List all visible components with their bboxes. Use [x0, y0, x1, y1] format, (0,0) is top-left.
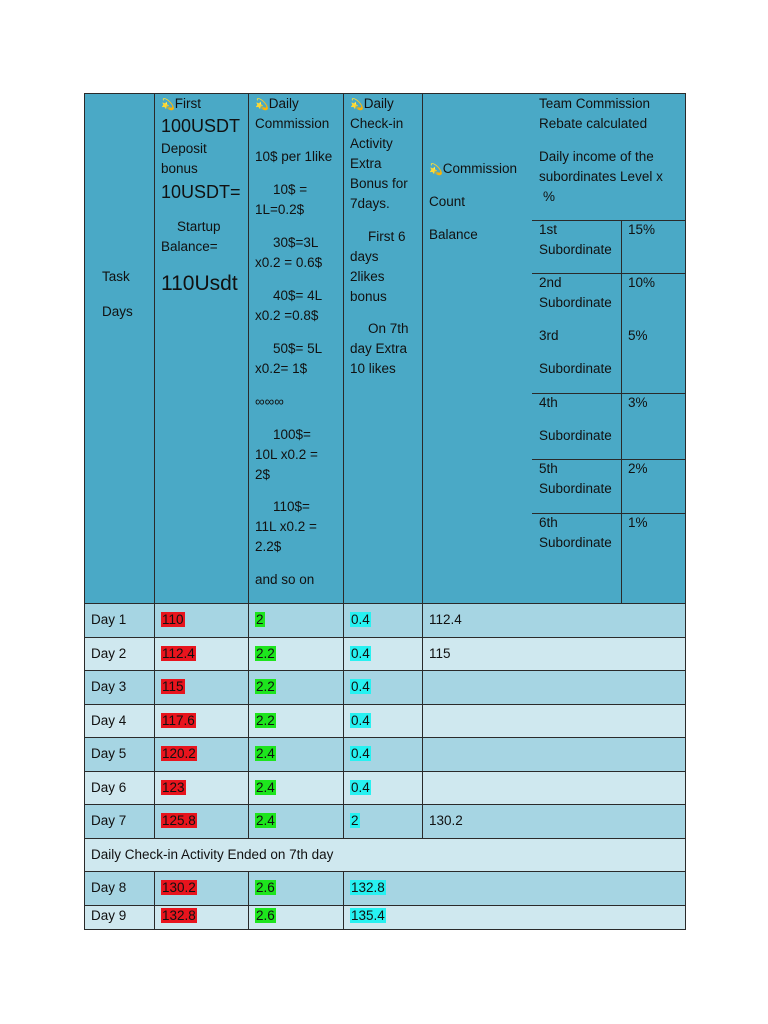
header-task-label: Task: [102, 269, 130, 284]
table-row: [85, 603, 685, 637]
header-100usdt: 100USDT: [161, 116, 241, 136]
day-cell: Day 4: [91, 713, 127, 728]
table-row: [85, 905, 685, 929]
header-calc: 100$=: [273, 427, 311, 442]
header-calc: 50$= 5L: [273, 341, 323, 356]
header-percent: %: [543, 189, 556, 204]
header-calc: 30$=3L: [273, 235, 319, 250]
header-on-7th: On 7th: [368, 321, 409, 336]
checkin-cell: 2: [351, 813, 359, 828]
total-cell: 132.8: [351, 880, 385, 895]
count-cell: 112.4: [429, 612, 462, 627]
header-commission: Commission: [255, 116, 330, 131]
header-daily-commission: 💫Daily: [255, 96, 299, 111]
level-label: 5th: [539, 461, 558, 476]
level-percent: 3%: [628, 395, 648, 410]
header-daily-checkin: 💫Daily: [350, 96, 394, 111]
level-label: Subordinate: [539, 481, 612, 496]
sparkle-icon: 💫: [350, 99, 364, 111]
header-calc: x0.2 =0.8$: [255, 308, 319, 323]
day-cell: Day 3: [91, 679, 127, 694]
divider: [532, 273, 685, 274]
header-10usdt: 10USDT=: [161, 182, 241, 202]
checkin-cell: 0.4: [351, 679, 370, 694]
checkin-cell: 0.4: [351, 646, 370, 661]
level-label: Subordinate: [539, 361, 612, 376]
balance-cell: 123: [162, 780, 185, 795]
header-first-deposit: 💫First: [161, 96, 201, 111]
table-row: [85, 737, 685, 771]
day-cell: Day 9: [91, 908, 127, 923]
divider: [621, 220, 622, 603]
commission-cell: 2.4: [256, 813, 275, 828]
header-balance-eq: Balance=: [161, 239, 218, 254]
header-days-label: Days: [102, 304, 133, 319]
header-calc: 11L x0.2 =: [255, 519, 317, 534]
table-row: [85, 871, 685, 905]
header-activity: Activity: [350, 136, 393, 151]
table-row: [85, 804, 685, 838]
commission-cell: 2.4: [256, 780, 275, 795]
header-calc: 2.2$: [255, 539, 282, 554]
header-and-so-on: and so on: [255, 572, 315, 587]
divider: [532, 459, 685, 460]
table-row: [85, 704, 685, 737]
commission-cell: 2: [256, 612, 264, 627]
divider: [85, 670, 685, 671]
header-subordinates-level: subordinates Level x: [539, 169, 663, 184]
divider: [248, 871, 249, 929]
divider: [248, 603, 249, 838]
header-calc: 10L x0.2 =: [255, 447, 318, 462]
commission-cell: 2.2: [256, 713, 275, 728]
level-percent: 5%: [628, 328, 648, 343]
header-extra: Extra: [350, 156, 382, 171]
header-calc: 110$=: [273, 499, 310, 514]
divider: [422, 603, 423, 838]
day-cell: Day 6: [91, 780, 127, 795]
header-checkin: Check-in: [350, 116, 404, 131]
header-calc: x0.2 = 0.6$: [255, 255, 323, 270]
header-7days: 7days.: [350, 196, 390, 211]
header-bonus2: bonus: [350, 289, 387, 304]
divider: [154, 94, 155, 603]
header-startup: Startup: [177, 219, 221, 234]
table-header: [85, 94, 685, 603]
table-row: [85, 670, 685, 704]
checkin-cell: 0.4: [351, 746, 370, 761]
header-daily-income: Daily income of the: [539, 149, 654, 164]
checkin-cell: 0.4: [351, 713, 370, 728]
balance-cell: 120.2: [162, 746, 196, 761]
level-label: Subordinate: [539, 535, 612, 550]
day-cell: Day 7: [91, 813, 127, 828]
table-row: [85, 771, 685, 804]
divider: [422, 94, 423, 603]
day-cell: Day 1: [91, 612, 127, 627]
divider: [85, 704, 685, 705]
level-label: Subordinate: [539, 295, 612, 310]
divider: [85, 737, 685, 738]
header-infinity: ∞∞∞: [255, 394, 284, 409]
balance-cell: 117.6: [162, 713, 195, 728]
level-label: 6th: [539, 515, 558, 530]
header-first-6: First 6: [368, 229, 406, 244]
count-cell: 130.2: [429, 813, 463, 828]
header-calc: x0.2= 1$: [255, 361, 308, 376]
level-percent: 15%: [628, 222, 656, 237]
divider: [532, 220, 685, 221]
header-team-commission: Team Commission: [539, 96, 651, 111]
notice-row: [85, 838, 685, 871]
divider: [532, 393, 685, 394]
balance-cell: 112.4: [162, 646, 195, 661]
checkin-ended-notice: Daily Check-in Activity Ended on 7th day: [91, 847, 334, 862]
level-label: 3rd: [539, 328, 559, 343]
commission-cell: 2.6: [256, 880, 275, 895]
header-balance: Balance: [429, 227, 478, 242]
table-row: [85, 637, 685, 670]
commission-cell: 2.2: [256, 646, 275, 661]
level-label: Subordinate: [539, 242, 612, 257]
divider: [85, 804, 685, 805]
day-cell: Day 8: [91, 880, 127, 895]
level-percent: 10%: [628, 275, 656, 290]
header-bonus: bonus: [161, 161, 198, 176]
commission-cell: 2.2: [256, 679, 275, 694]
checkin-cell: 0.4: [351, 780, 370, 795]
header-calc: 1L=0.2$: [255, 202, 305, 217]
checkin-cell: 0.4: [351, 612, 370, 627]
header-commission-count: 💫Commission: [429, 161, 517, 176]
header-rebate: Rebate calculated: [539, 116, 648, 131]
balance-cell: 125.8: [162, 813, 196, 828]
divider: [343, 603, 344, 838]
balance-cell: 115: [162, 679, 184, 694]
header-bonus-for: Bonus for: [350, 176, 408, 191]
divider: [85, 838, 685, 839]
divider: [154, 603, 155, 838]
header-day-extra: day Extra: [350, 341, 408, 356]
divider: [343, 94, 344, 603]
balance-cell: 110: [162, 612, 184, 627]
header-calc: 40$= 4L: [273, 288, 323, 303]
commission-cell: 2.6: [256, 908, 275, 923]
header-per-like: 10$ per 1like: [255, 149, 333, 164]
sparkle-icon: 💫: [161, 99, 175, 111]
header-deposit: Deposit: [161, 141, 207, 156]
commission-table: [84, 93, 686, 930]
header-10-likes: 10 likes: [350, 361, 396, 376]
divider: [85, 871, 685, 872]
level-percent: 1%: [628, 515, 648, 530]
day-cell: Day 2: [91, 646, 127, 661]
divider: [532, 513, 685, 514]
header-110usdt: 110Usdt: [161, 272, 238, 295]
header-calc: 10$ =: [273, 182, 308, 197]
divider: [85, 771, 685, 772]
divider: [154, 871, 155, 929]
level-percent: 2%: [628, 461, 648, 476]
level-label: Subordinate: [539, 428, 612, 443]
header-days: days: [350, 249, 379, 264]
header-count: Count: [429, 194, 466, 209]
sparkle-icon: 💫: [255, 99, 269, 111]
level-label: 2nd: [539, 275, 562, 290]
count-cell: 115: [429, 646, 451, 661]
total-cell: 135.4: [351, 908, 385, 923]
divider: [248, 94, 249, 603]
balance-cell: 130.2: [162, 880, 196, 895]
header-calc: 2$: [255, 467, 271, 482]
commission-cell: 2.4: [256, 746, 275, 761]
sparkle-icon: 💫: [429, 164, 443, 176]
level-label: 4th: [539, 395, 558, 410]
divider: [85, 603, 685, 604]
balance-cell: 132.8: [162, 908, 196, 923]
level-label: 1st: [539, 222, 558, 237]
divider: [343, 871, 344, 929]
divider: [85, 637, 685, 638]
divider: [85, 905, 685, 906]
header-2likes: 2likes: [350, 269, 385, 284]
day-cell: Day 5: [91, 746, 127, 761]
